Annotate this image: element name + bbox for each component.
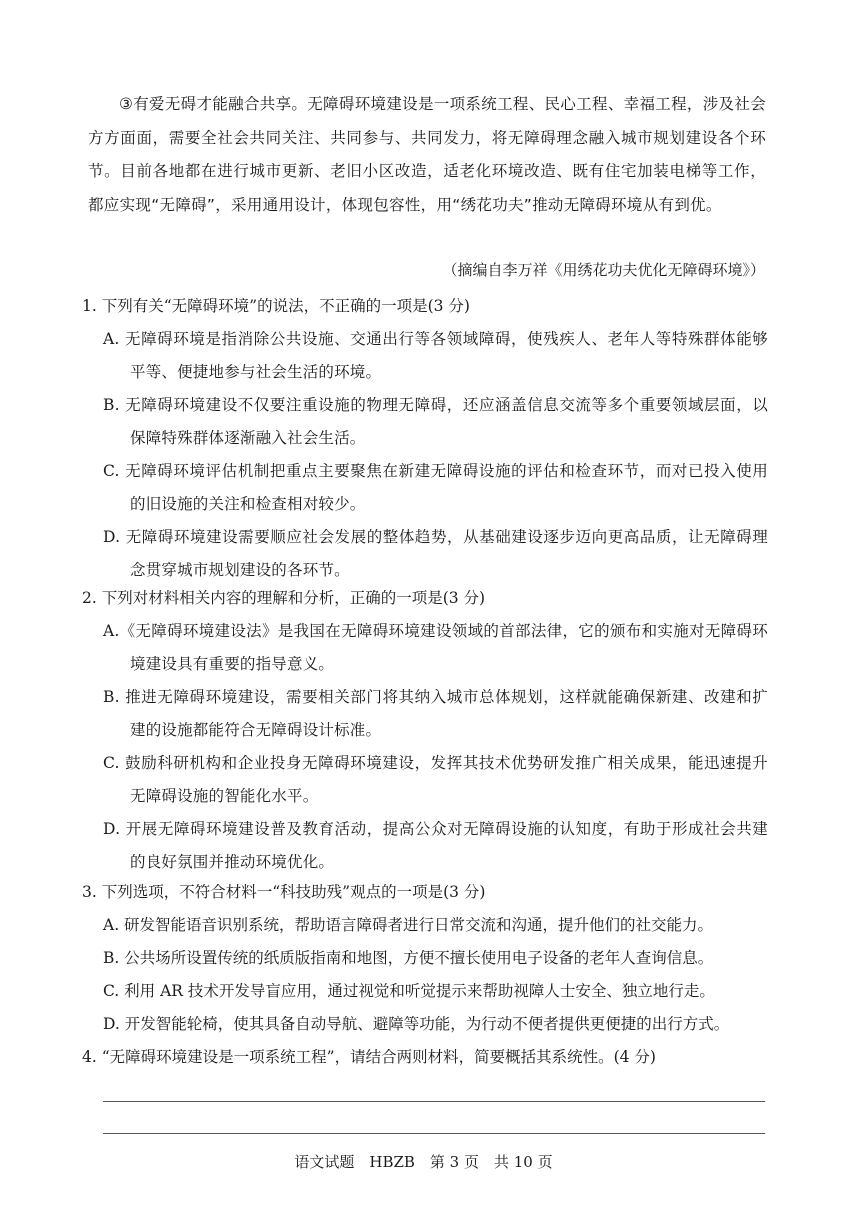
question-2-option-d: D. 开展无障碍环境建设普及教育活动，提高公众对无障碍设施的认知度，有助于形成社会共建的良好氛围并推动环境优化。 — [103, 820, 768, 871]
question-3-stem: 3. 下列选项，不符合材料一“科技助残”观点的一项是(3 分) — [82, 883, 486, 901]
question-2 — [82, 582, 768, 879]
question-2-stem: 2. 下列对材料相关内容的理解和分析，正确的一项是(3 分) — [82, 589, 486, 607]
passage-paragraph: ③有爱无碍才能融合共享。无障碍环境建设是一项系统工程、民心工程、幸福工程，涉及社会方方面面，需要全社会共同关注、共同参与、共同发力，将无障碍理念融入城市规划建设各个环节。目前各地都在进行城市更新、老旧小区改造，适老化环境改造、既有住宅加装电梯等工作，都应实现“无障碍”，采用通用设计，体现包容性，用“绣花功夫”推动无障碍环境从有到优。 — [88, 95, 766, 214]
page-footer: 语文试题 HBZB 第 3 页 共 10 页 — [294, 1153, 553, 1171]
question-1 — [82, 290, 768, 587]
question-2-option-b: B. 推进无障碍环境建设，需要相关部门将其纳入城市总体规划，这样就能确保新建、改建和扩建的设施都能符合无障碍设计标准。 — [103, 688, 768, 739]
question-3-option-d: D. 开发智能轮椅，使其具备自动导航、避障等功能，为行动不便者提供更便捷的出行方式。 — [103, 1015, 730, 1033]
question-3-option-c: C. 利用 AR 技术开发导盲应用，通过视觉和听觉提示来帮助视障人士安全、独立地行走。 — [103, 982, 715, 1000]
question-4 — [82, 1041, 768, 1074]
question-1-stem: 1. 下列有关“无障碍环境”的说法，不正确的一项是(3 分) — [82, 297, 470, 315]
question-2-option-c: C. 鼓励科研机构和企业投身无障碍环境建设，发挥其技术优势研发推广相关成果，能迅速提升无障碍设施的智能化水平。 — [103, 754, 768, 805]
question-1-option-a: A. 无障碍环境是指消除公共设施、交通出行等各领域障碍，使残疾人、老年人等特殊群体能够平等、便捷地参与社会生活的环境。 — [103, 330, 768, 381]
passage-source: （摘编自李万祥《用绣花功夫优化无障碍环境》） — [442, 261, 765, 279]
question-2-option-a: A.《无障碍环境建设法》是我国在无障碍环境建设领域的首部法律，它的颁布和实施对无障碍环境建设具有重要的指导意义。 — [103, 622, 768, 673]
question-1-option-b: B. 无障碍环境建设不仅要注重设施的物理无障碍，还应涵盖信息交流等多个重要领域层面，以保障特殊群体逐渐融入社会生活。 — [103, 396, 768, 447]
question-3 — [82, 876, 768, 1041]
question-3-option-b: B. 公共场所设置传统的纸质版指南和地图，方便不擅长使用电子设备的老年人查询信息。 — [103, 949, 714, 967]
question-1-option-d: D. 无障碍环境建设需要顺应社会发展的整体趋势，从基础建设逐步迈向更高品质，让无障碍理念贯穿城市规划建设的各环节。 — [103, 528, 768, 579]
question-4-stem: 4. “无障碍环境建设是一项系统工程”，请结合两则材料，简要概括其系统性。(4 分) — [82, 1048, 656, 1066]
answer-line-1[interactable] — [103, 1101, 765, 1102]
answer-line-2[interactable] — [103, 1133, 765, 1134]
question-3-option-a: A. 研发智能语音识别系统，帮助语言障碍者进行日常交流和沟通，提升他们的社交能力。 — [103, 916, 714, 934]
question-1-option-c: C. 无障碍环境评估机制把重点主要聚焦在新建无障碍设施的评估和检查环节，而对已投入使用的旧设施的关注和检查相对较少。 — [103, 462, 768, 513]
